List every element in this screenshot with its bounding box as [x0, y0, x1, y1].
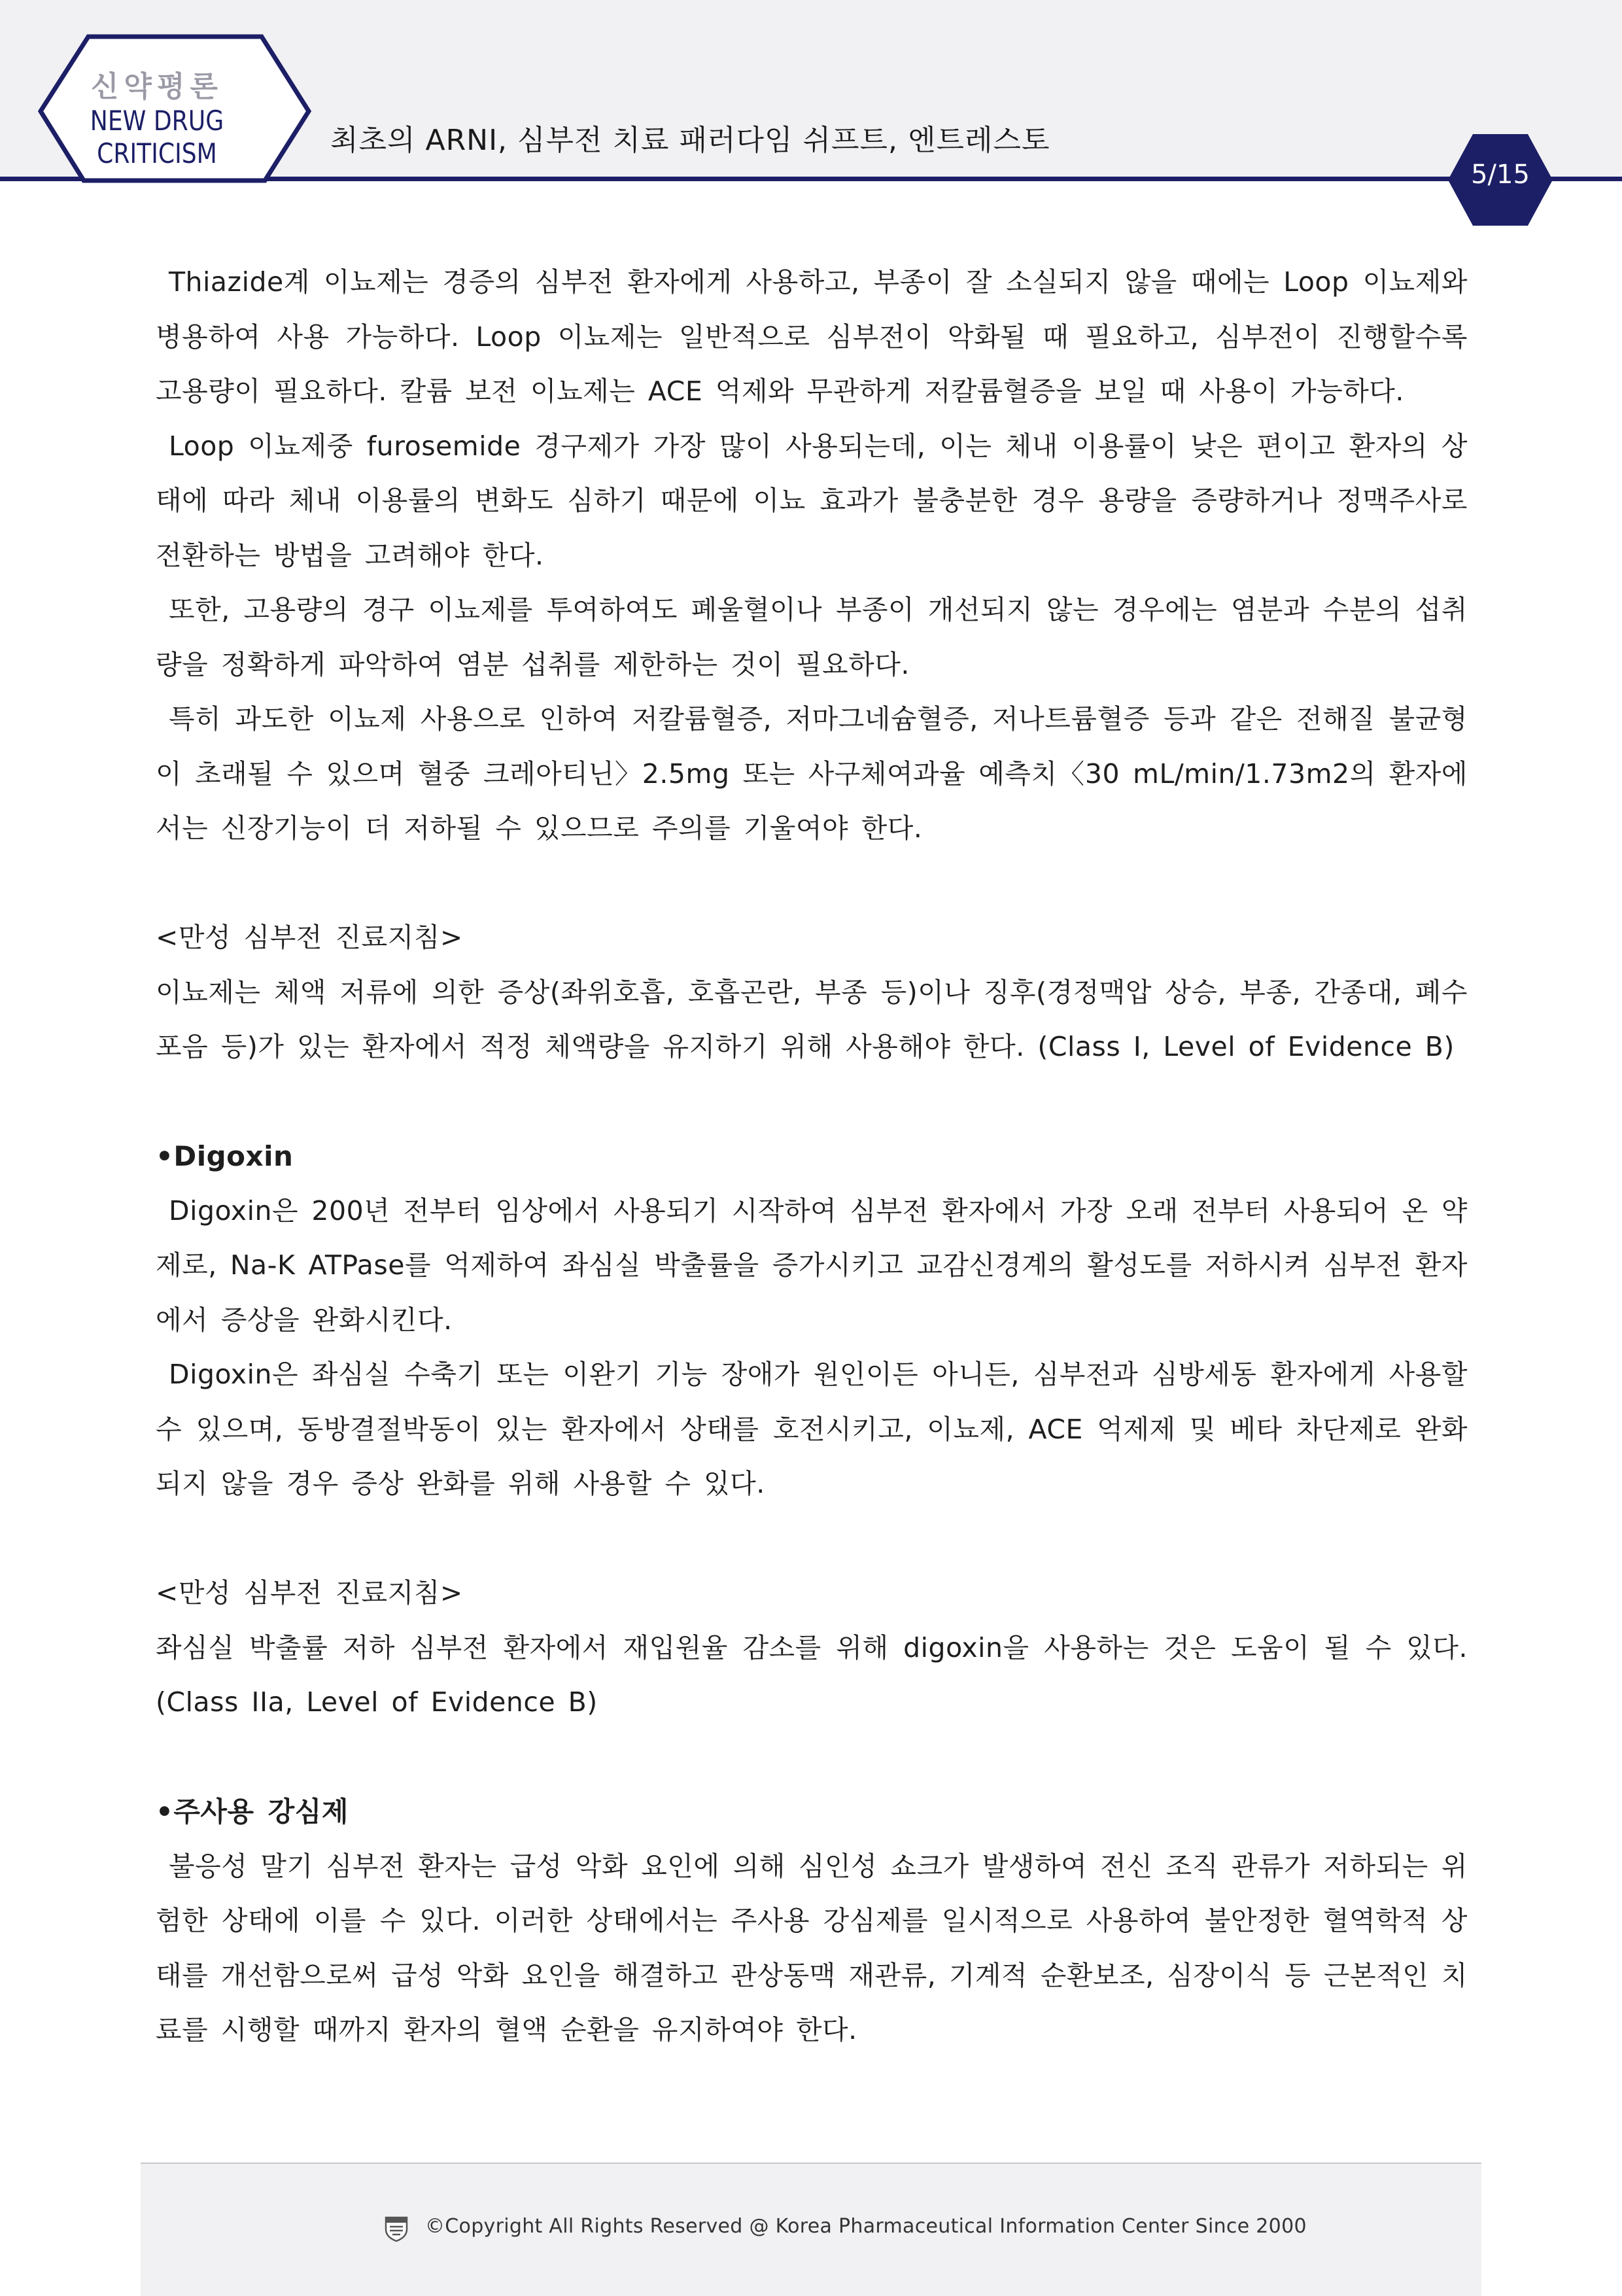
spacer [156, 1512, 1468, 1567]
guideline-heading: <만성 심부전 진료지침> [156, 1577, 463, 1609]
guideline-digoxin-text: 좌심실 박출률 저하 심부전 환자에서 재입원율 감소를 위해 digoxin을 사용하는 것은 도움이 될 수 있다. (Class IIa, Level of Evidence B) [156, 1631, 1468, 1718]
paragraph-inotrope: 불응성 말기 심부전 환자는 급성 악화 요인에 의해 심인성 쇼크가 발생하여 전신 조직 관류가 저하되는 위험한 상태에 이를 수 있다. 이러한 상태에서는 주사용 강심제를 일시적으로 사용하여 불안정한 혈역학적 상태를 개선함으로써 급성 악화 요인을 해결하고 관상동맥 재관류, 기계적 순환보조, 심장이식 등 근본적인 치료를 시행할 때까지 환자의 혈액 순환을 유지하여야 한다. [156, 1850, 1468, 2045]
guideline-heading: <만성 심부전 진료지침> [156, 922, 463, 953]
spacer [156, 1730, 1468, 1785]
logo-korean-text: 신약평론 [90, 70, 223, 103]
paragraph-digoxin-history: Digoxin은 200년 전부터 임상에서 사용되기 시작하여 심부전 환자에서 가장 오래 전부터 사용되어 온 약제로, Na-K ATPase를 억제하여 좌심실 박출률을 증가시키고 교감신경계의 활성도를 저하시켜 심부전 환자에서 증상을 완화시킨다. [156, 1194, 1468, 1336]
paragraph-high-dose-diuretic: 또한, 고용량의 경구 이뇨제를 투여하여도 폐울혈이나 부종이 개선되지 않는 경우에는 염분과 수분의 섭취량을 정확하게 파악하여 염분 섭취를 제한하는 것이 필요하다. [156, 594, 1468, 680]
paragraph-thiazide: Thiazide계 이뇨제는 경증의 심부전 환자에게 사용하고, 부종이 잘 소실되지 않을 때에는 Loop 이뇨제와 병용하여 사용 가능하다. Loop 이뇨제는 일반적으로 심부전이 악화될 때 필요하고, 심부전이 진행할수록 고용량이 필요하다. 칼륨 보전 이뇨제는 ACE 억제와 무관하게 저칼륨혈증을 보일 때 사용이 가능하다. [156, 266, 1468, 407]
copyright-text: ©Copyright All Rights Reserved @ Korea Pharmaceutical Information Center Since 2000 [425, 2215, 1307, 2238]
page-indicator: 5/15 [1471, 160, 1530, 190]
document-title: 최초의 ARNI, 심부전 치료 패러다임 쉬프트, 엔트레스토 [330, 124, 1050, 157]
logo-english-line2: CRITICISM [97, 137, 217, 169]
shield-emblem-icon [383, 2215, 409, 2242]
paragraph-digoxin-use: Digoxin은 좌심실 수축기 또는 이완기 기능 장애가 원인이든 아니든, 심부전과 심방세동 환자에게 사용할 수 있으며, 동방결절박동이 있는 환자에서 상태를 호전시키고, 이뇨제, ACE 억제제 및 베타 차단제로 완화되지 않을 경우 증상 완화를 위해 사용할 수 있다. [156, 1359, 1468, 1499]
spacer [156, 1075, 1468, 1130]
section-heading-inotrope: •주사용 강심제 [156, 1796, 349, 1828]
paragraph-electrolyte-imbalance: 특히 과도한 이뇨제 사용으로 인하여 저칼륨혈증, 저마그네슘혈증, 저나트륨혈증 등과 같은 전해질 불균형이 초래될 수 있으며 혈중 크레아티닌〉2.5mg 또는 사구체여과율 예측치〈30 mL/min/1.73m2의 환자에서는 신장기능이 더 저하될 수 있으므로 주의를 기울여야 한다. [156, 703, 1468, 844]
paragraph-loop-furosemide: Loop 이뇨제중 furosemide 경구제가 가장 많이 사용되는데, 이는 체내 이용률이 낮은 편이고 환자의 상태에 따라 체내 이용률의 변화도 심하기 때문에 이뇨 효과가 불충분한 경우 용량을 증량하거나 정맥주사로 전환하는 방법을 고려해야 한다. [156, 430, 1468, 571]
section-heading-digoxin: •Digoxin [156, 1140, 294, 1172]
guideline-diuretic-text: 이뇨제는 체액 저류에 의한 증상(좌위호흡, 호흡곤란, 부종 등)이나 징후(경정맥압 상승, 부종, 간종대, 폐수포음 등)가 있는 환자에서 적정 체액량을 유지하기 위해 사용해야 한다. (Class I, Level of Evidence B) [156, 976, 1468, 1062]
spacer [156, 856, 1468, 911]
document-body [156, 255, 1468, 2058]
logo-english-line1: NEW DRUG [90, 105, 224, 137]
